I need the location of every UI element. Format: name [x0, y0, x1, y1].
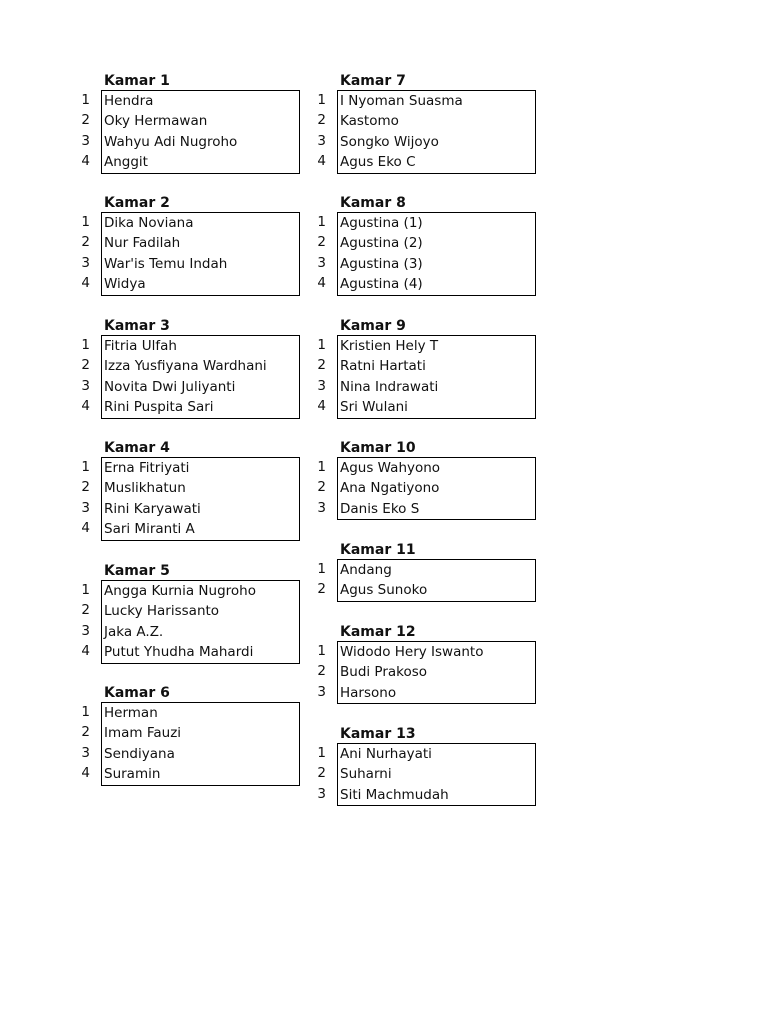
- member-numbers: [316, 212, 326, 294]
- room-title: Kamar 13: [340, 726, 416, 742]
- member-name: Agustina (4): [340, 276, 423, 293]
- member-number: 3: [81, 499, 90, 516]
- member-number: 4: [81, 643, 90, 660]
- member-number: 1: [317, 214, 326, 230]
- member-number: 4: [81, 275, 90, 292]
- member-number: 1: [81, 92, 90, 108]
- room-title: Kamar 8: [340, 195, 406, 211]
- member-name: Nina Indrawati: [340, 378, 439, 395]
- member-number: 3: [81, 254, 90, 271]
- member-number: 1: [81, 214, 90, 230]
- member-list: [337, 559, 536, 602]
- member-name: Jaka A.Z.: [104, 623, 164, 640]
- member-name: Suramin: [104, 766, 161, 783]
- member-number: 2: [317, 765, 326, 782]
- member-numbers: [80, 212, 90, 294]
- member-numbers: [80, 90, 90, 172]
- member-numbers: [316, 335, 326, 417]
- member-name: Sri Wulani: [340, 399, 408, 416]
- member-name: Anggit: [104, 154, 148, 171]
- member-name: Nur Fadilah: [104, 235, 181, 252]
- member-name: Angga Kurnia Nugroho: [104, 583, 256, 599]
- room-title: Kamar 9: [340, 318, 406, 334]
- member-number: 1: [317, 459, 326, 475]
- member-number: 4: [317, 275, 326, 292]
- member-numbers: [80, 580, 90, 662]
- member-name: Kastomo: [340, 113, 399, 130]
- member-name: Ani Nurhayati: [340, 746, 432, 762]
- room-title: Kamar 2: [104, 195, 170, 211]
- member-name: Budi Prakoso: [340, 664, 428, 681]
- member-numbers: [80, 335, 90, 417]
- member-number: 3: [81, 622, 90, 639]
- member-list: [101, 212, 300, 296]
- member-number: 3: [317, 499, 326, 516]
- member-number: 3: [317, 785, 326, 802]
- member-number: 1: [317, 643, 326, 659]
- member-number: 1: [317, 92, 326, 108]
- member-name: Izza Yusfiyana Wardhani: [104, 358, 267, 375]
- member-number: 3: [81, 132, 90, 149]
- member-name: Rini Puspita Sari: [104, 399, 214, 416]
- member-name: Ratni Hartati: [340, 358, 426, 375]
- member-name: Fitria Ulfah: [104, 338, 177, 354]
- member-number: 2: [317, 479, 326, 496]
- member-numbers: [316, 641, 326, 702]
- member-name: Sari Miranti A: [104, 521, 195, 538]
- member-name: Agus Wahyono: [340, 460, 441, 476]
- member-number: 4: [81, 765, 90, 782]
- member-name: Agus Eko C: [340, 154, 416, 171]
- member-numbers: [316, 743, 326, 804]
- member-name: Hendra: [104, 93, 154, 109]
- member-name: Agustina (2): [340, 235, 423, 252]
- member-name: Widodo Hery Iswanto: [340, 644, 484, 660]
- member-list: [101, 702, 300, 786]
- member-number: 1: [81, 582, 90, 598]
- member-name: Herman: [104, 705, 158, 721]
- member-name: Sendiyana: [104, 745, 175, 762]
- member-name: Imam Fauzi: [104, 725, 182, 742]
- member-name: Erna Fitriyati: [104, 460, 190, 476]
- member-name: I Nyoman Suasma: [340, 93, 463, 109]
- member-list: [101, 90, 300, 174]
- room-title: Kamar 11: [340, 542, 416, 558]
- member-number: 3: [317, 132, 326, 149]
- room-title: Kamar 6: [104, 685, 170, 701]
- member-number: 2: [81, 724, 90, 741]
- member-list: [337, 743, 536, 806]
- member-name: War'is Temu Indah: [104, 255, 228, 272]
- member-number: 3: [317, 683, 326, 700]
- member-name: Oky Hermawan: [104, 113, 208, 130]
- room-title: Kamar 3: [104, 318, 170, 334]
- member-name: Kristien Hely T: [340, 338, 439, 354]
- member-name: Harsono: [340, 684, 397, 701]
- member-number: 3: [81, 744, 90, 761]
- member-numbers: [316, 559, 326, 600]
- room-title: Kamar 7: [340, 73, 406, 89]
- member-number: 1: [317, 337, 326, 353]
- room-title: Kamar 1: [104, 73, 170, 89]
- member-name: Songko Wijoyo: [340, 133, 439, 150]
- room-title: Kamar 4: [104, 440, 170, 456]
- member-name: Wahyu Adi Nugroho: [104, 133, 238, 150]
- member-name: Agustina (3): [340, 255, 423, 272]
- room-title: Kamar 5: [104, 563, 170, 579]
- member-list: [337, 335, 536, 419]
- member-name: Muslikhatun: [104, 480, 186, 497]
- member-number: 2: [317, 112, 326, 129]
- member-number: 3: [81, 377, 90, 394]
- member-numbers: [316, 90, 326, 172]
- member-number: 2: [317, 663, 326, 680]
- member-numbers: [316, 457, 326, 518]
- member-number: 2: [81, 234, 90, 251]
- member-number: 4: [81, 398, 90, 415]
- member-number: 2: [81, 479, 90, 496]
- member-number: 4: [317, 153, 326, 170]
- member-number: 1: [81, 704, 90, 720]
- member-list: [101, 457, 300, 541]
- member-name: Rini Karyawati: [104, 500, 201, 517]
- member-number: 1: [317, 745, 326, 761]
- member-number: 4: [81, 153, 90, 170]
- member-list: [101, 580, 300, 664]
- member-name: Agus Sunoko: [340, 582, 428, 599]
- member-number: 1: [81, 459, 90, 475]
- member-number: 2: [81, 357, 90, 374]
- member-number: 2: [317, 357, 326, 374]
- member-name: Ana Ngatiyono: [340, 480, 440, 497]
- member-numbers: [80, 702, 90, 784]
- member-number: 1: [317, 561, 326, 577]
- member-list: [337, 212, 536, 296]
- member-number: 4: [81, 520, 90, 537]
- member-number: 2: [81, 112, 90, 129]
- member-name: Andang: [340, 562, 392, 578]
- member-name: Dika Noviana: [104, 215, 194, 231]
- member-name: Novita Dwi Juliyanti: [104, 378, 236, 395]
- member-name: Siti Machmudah: [340, 786, 449, 803]
- member-name: Agustina (1): [340, 215, 423, 231]
- room-title: Kamar 10: [340, 440, 416, 456]
- member-number: 2: [317, 234, 326, 251]
- member-number: 3: [317, 254, 326, 271]
- member-list: [337, 90, 536, 174]
- room-title: Kamar 12: [340, 624, 416, 640]
- member-number: 3: [317, 377, 326, 394]
- member-number: 4: [317, 398, 326, 415]
- member-list: [337, 641, 536, 704]
- member-number: 2: [81, 602, 90, 619]
- member-list: [101, 335, 300, 419]
- member-name: Danis Eko S: [340, 500, 420, 517]
- member-name: Widya: [104, 276, 146, 293]
- member-number: 2: [317, 581, 326, 598]
- member-number: 1: [81, 337, 90, 353]
- member-name: Suharni: [340, 766, 392, 783]
- member-numbers: [80, 457, 90, 539]
- member-name: Lucky Harissanto: [104, 603, 220, 620]
- member-list: [337, 457, 536, 520]
- member-name: Putut Yhudha Mahardi: [104, 644, 254, 661]
